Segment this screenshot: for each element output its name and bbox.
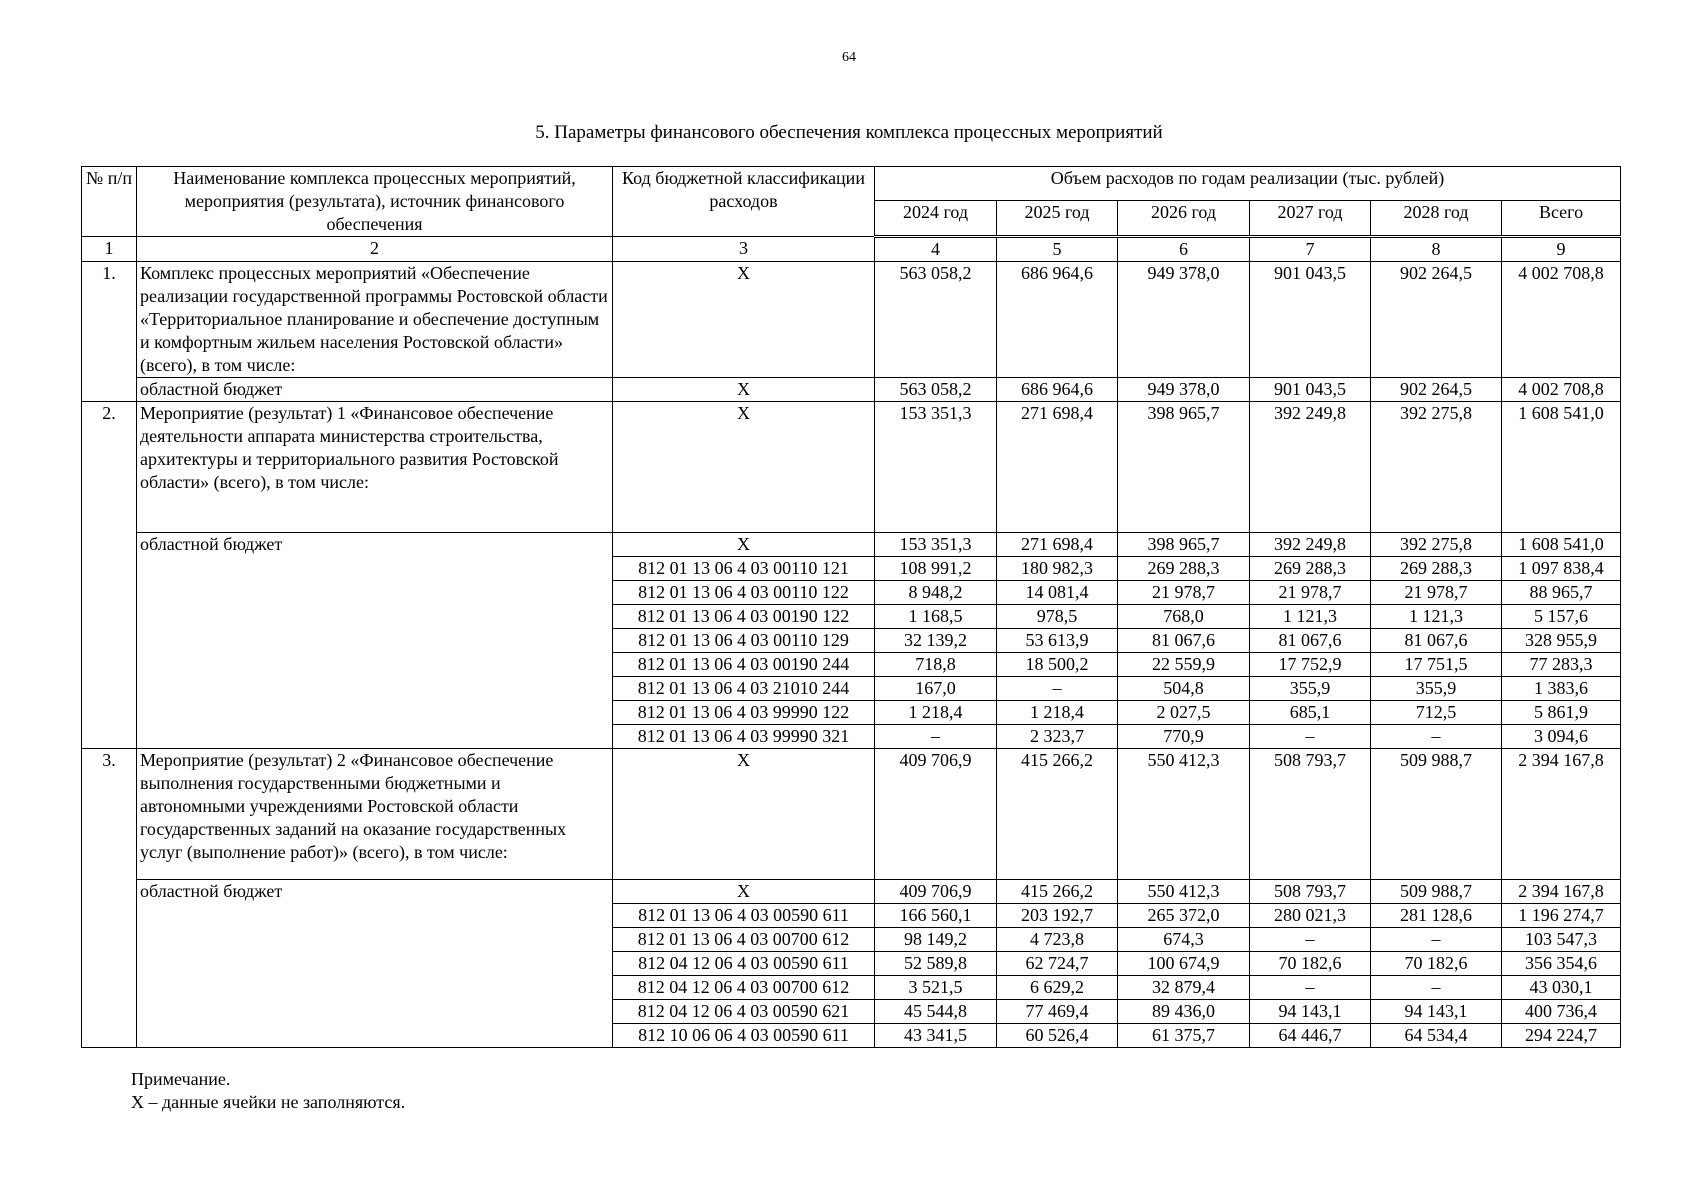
budget-code: 812 01 13 06 4 03 99990 321: [613, 725, 875, 749]
value-cell: 902 264,5: [1371, 262, 1502, 378]
value-cell: 17 751,5: [1371, 653, 1502, 677]
header-total: Всего: [1502, 201, 1621, 237]
note: [131, 1068, 405, 1114]
value-cell: 686 964,6: [997, 262, 1118, 378]
value-total: 77 283,3: [1502, 653, 1621, 677]
value-cell: 901 043,5: [1250, 378, 1371, 402]
value-cell: 18 500,2: [997, 653, 1118, 677]
value-cell: 768,0: [1118, 605, 1250, 629]
section-name: Мероприятие (результат) 1 «Финансовое обеспечение деятельности аппарата министерства строительства, архитектуры и территориального развития Ростовской области» (всего), в том числе:: [137, 402, 613, 533]
value-cell: 2 027,5: [1118, 701, 1250, 725]
value-cell: 392 249,8: [1250, 402, 1371, 533]
value-cell: –: [997, 677, 1118, 701]
value-cell: 153 351,3: [875, 533, 997, 557]
value-cell: 949 378,0: [1118, 262, 1250, 378]
section-row: [82, 262, 1621, 378]
budget-code: 812 01 13 06 4 03 00590 611: [613, 904, 875, 928]
budget-code: 812 10 06 06 4 03 00590 611: [613, 1024, 875, 1048]
value-cell: 508 793,7: [1250, 749, 1371, 880]
value-cell: 81 067,6: [1371, 629, 1502, 653]
value-cell: 32 879,4: [1118, 976, 1250, 1000]
section-name: Комплекс процессных мероприятий «Обеспечение реализации государственной программы Ростовской области «Территориальное планирование и обеспечение доступным и комфортным жильем населения Ростовской области» (всего), в том числе:: [137, 262, 613, 378]
value-cell: 550 412,3: [1118, 880, 1250, 904]
value-cell: 355,9: [1250, 677, 1371, 701]
value-cell: 686 964,6: [997, 378, 1118, 402]
value-cell: 415 266,2: [997, 880, 1118, 904]
value-cell: 17 752,9: [1250, 653, 1371, 677]
column-number-row: [82, 237, 1621, 262]
value-cell: –: [1371, 976, 1502, 1000]
value-total: 1 196 274,7: [1502, 904, 1621, 928]
value-cell: 64 534,4: [1371, 1024, 1502, 1048]
value-cell: –: [1371, 725, 1502, 749]
budget-code: X: [613, 533, 875, 557]
funding-source: областной бюджет: [137, 880, 613, 1048]
value-cell: 77 469,4: [997, 1000, 1118, 1024]
budget-code: 812 04 12 06 4 03 00700 612: [613, 976, 875, 1000]
value-cell: 22 559,9: [1118, 653, 1250, 677]
budget-code: X: [613, 402, 875, 533]
value-total: 103 547,3: [1502, 928, 1621, 952]
value-cell: 62 724,7: [997, 952, 1118, 976]
value-total: 3 094,6: [1502, 725, 1621, 749]
header-volume: Объем расходов по годам реализации (тыс. рублей): [875, 167, 1621, 201]
value-cell: 21 978,7: [1250, 581, 1371, 605]
value-cell: 6 629,2: [997, 976, 1118, 1000]
column-number: 2: [137, 237, 613, 262]
funding-source: областной бюджет: [137, 533, 613, 749]
value-total: 1 097 838,4: [1502, 557, 1621, 581]
value-cell: 712,5: [1371, 701, 1502, 725]
value-cell: 409 706,9: [875, 880, 997, 904]
value-total: 400 736,4: [1502, 1000, 1621, 1024]
budget-code: X: [613, 378, 875, 402]
value-cell: 504,8: [1118, 677, 1250, 701]
value-total: 1 383,6: [1502, 677, 1621, 701]
header-code: Код бюджетной классификации расходов: [613, 167, 875, 237]
value-cell: 674,3: [1118, 928, 1250, 952]
value-cell: 392 275,8: [1371, 402, 1502, 533]
value-cell: –: [1250, 928, 1371, 952]
budget-code: X: [613, 880, 875, 904]
value-total: 2 394 167,8: [1502, 880, 1621, 904]
page-number: 64: [842, 50, 856, 65]
column-number: 3: [613, 237, 875, 262]
column-number: 9: [1502, 237, 1621, 262]
value-total: 5 157,6: [1502, 605, 1621, 629]
section-row: [82, 749, 1621, 880]
value-total: 294 224,7: [1502, 1024, 1621, 1048]
value-cell: 166 560,1: [875, 904, 997, 928]
value-cell: 94 143,1: [1371, 1000, 1502, 1024]
value-cell: 1 121,3: [1371, 605, 1502, 629]
table-header: [82, 167, 1621, 237]
note-text: Х – данные ячейки не заполняются.: [131, 1092, 406, 1112]
funding-source: областной бюджет: [137, 378, 613, 402]
value-cell: 509 988,7: [1371, 749, 1502, 880]
value-cell: 563 058,2: [875, 262, 997, 378]
value-cell: 392 275,8: [1371, 533, 1502, 557]
value-cell: 108 991,2: [875, 557, 997, 581]
value-cell: 180 982,3: [997, 557, 1118, 581]
value-cell: 21 978,7: [1371, 581, 1502, 605]
value-total: 88 965,7: [1502, 581, 1621, 605]
header-year: 2027 год: [1250, 201, 1371, 237]
value-cell: 153 351,3: [875, 402, 997, 533]
value-total: 1 608 541,0: [1502, 533, 1621, 557]
value-cell: 32 139,2: [875, 629, 997, 653]
budget-code: 812 01 13 06 4 03 99990 122: [613, 701, 875, 725]
value-cell: 81 067,6: [1118, 629, 1250, 653]
budget-code: 812 01 13 06 4 03 00110 129: [613, 629, 875, 653]
value-cell: 8 948,2: [875, 581, 997, 605]
value-total: 356 354,6: [1502, 952, 1621, 976]
column-number: 1: [82, 237, 137, 262]
table-body: [82, 237, 1621, 1048]
budget-code: 812 01 13 06 4 03 00700 612: [613, 928, 875, 952]
value-total: 43 030,1: [1502, 976, 1621, 1000]
header-num: № п/п: [82, 167, 137, 237]
value-cell: 64 446,7: [1250, 1024, 1371, 1048]
value-cell: 280 021,3: [1250, 904, 1371, 928]
value-cell: 269 288,3: [1371, 557, 1502, 581]
value-total: 328 955,9: [1502, 629, 1621, 653]
value-total: 2 394 167,8: [1502, 749, 1621, 880]
budget-code: X: [613, 749, 875, 880]
value-cell: 265 372,0: [1118, 904, 1250, 928]
financial-table: [81, 166, 1621, 1048]
row-number: 1.: [82, 262, 137, 402]
value-cell: 100 674,9: [1118, 952, 1250, 976]
budget-code: 812 01 13 06 4 03 21010 244: [613, 677, 875, 701]
value-cell: 2 323,7: [997, 725, 1118, 749]
value-cell: 978,5: [997, 605, 1118, 629]
column-number: 6: [1118, 237, 1250, 262]
budget-code: 812 01 13 06 4 03 00190 244: [613, 653, 875, 677]
value-total: 1 608 541,0: [1502, 402, 1621, 533]
value-cell: 685,1: [1250, 701, 1371, 725]
budget-code: 812 01 13 06 4 03 00110 122: [613, 581, 875, 605]
value-cell: 43 341,5: [875, 1024, 997, 1048]
value-cell: 563 058,2: [875, 378, 997, 402]
value-cell: 269 288,3: [1250, 557, 1371, 581]
value-cell: 45 544,8: [875, 1000, 997, 1024]
budget-code: X: [613, 262, 875, 378]
value-cell: 271 698,4: [997, 533, 1118, 557]
value-cell: 3 521,5: [875, 976, 997, 1000]
value-cell: 52 589,8: [875, 952, 997, 976]
value-cell: 281 128,6: [1371, 904, 1502, 928]
value-total: 5 861,9: [1502, 701, 1621, 725]
header-year: 2028 год: [1371, 201, 1502, 237]
value-cell: 70 182,6: [1250, 952, 1371, 976]
value-cell: 21 978,7: [1118, 581, 1250, 605]
value-cell: 398 965,7: [1118, 402, 1250, 533]
value-cell: 53 613,9: [997, 629, 1118, 653]
header-year: 2026 год: [1118, 201, 1250, 237]
value-cell: 98 149,2: [875, 928, 997, 952]
value-cell: 415 266,2: [997, 749, 1118, 880]
value-cell: 355,9: [1371, 677, 1502, 701]
value-cell: 94 143,1: [1250, 1000, 1371, 1024]
column-number: 7: [1250, 237, 1371, 262]
value-cell: 4 723,8: [997, 928, 1118, 952]
value-cell: 61 375,7: [1118, 1024, 1250, 1048]
value-cell: 392 249,8: [1250, 533, 1371, 557]
value-cell: 1 218,4: [875, 701, 997, 725]
value-cell: 508 793,7: [1250, 880, 1371, 904]
value-cell: 167,0: [875, 677, 997, 701]
value-cell: 269 288,3: [1118, 557, 1250, 581]
value-cell: 60 526,4: [997, 1024, 1118, 1048]
value-cell: 901 043,5: [1250, 262, 1371, 378]
budget-code: 812 01 13 06 4 03 00190 122: [613, 605, 875, 629]
value-cell: 14 081,4: [997, 581, 1118, 605]
value-total: 4 002 708,8: [1502, 262, 1621, 378]
row-number: 2.: [82, 402, 137, 749]
document-title: 5. Параметры финансового обеспечения комплекса процессных мероприятий: [535, 122, 1163, 143]
value-cell: 81 067,6: [1250, 629, 1371, 653]
header-year: 2025 год: [997, 201, 1118, 237]
value-cell: 902 264,5: [1371, 378, 1502, 402]
note-title: Примечание.: [131, 1069, 231, 1089]
value-cell: 409 706,9: [875, 749, 997, 880]
column-number: 8: [1371, 237, 1502, 262]
table-row: [82, 880, 1621, 904]
value-cell: 89 436,0: [1118, 1000, 1250, 1024]
value-cell: 203 192,7: [997, 904, 1118, 928]
value-cell: –: [875, 725, 997, 749]
section-row: [82, 402, 1621, 533]
value-cell: 718,8: [875, 653, 997, 677]
value-cell: 1 218,4: [997, 701, 1118, 725]
budget-code: 812 04 12 06 4 03 00590 611: [613, 952, 875, 976]
row-number: 3.: [82, 749, 137, 1048]
value-cell: –: [1250, 976, 1371, 1000]
value-total: 4 002 708,8: [1502, 378, 1621, 402]
column-number: 5: [997, 237, 1118, 262]
column-number: 4: [875, 237, 997, 262]
section-name: Мероприятие (результат) 2 «Финансовое обеспечение выполнения государственными бюджетными и автономными учреждениями Ростовской области государственных заданий на оказание государственных услуг (выполнение работ)» (всего), в том числе:: [137, 749, 613, 880]
value-cell: 509 988,7: [1371, 880, 1502, 904]
value-cell: 550 412,3: [1118, 749, 1250, 880]
value-cell: 271 698,4: [997, 402, 1118, 533]
value-cell: 1 168,5: [875, 605, 997, 629]
table-row: [82, 378, 1621, 402]
budget-code: 812 04 12 06 4 03 00590 621: [613, 1000, 875, 1024]
value-cell: 398 965,7: [1118, 533, 1250, 557]
value-cell: 1 121,3: [1250, 605, 1371, 629]
value-cell: –: [1371, 928, 1502, 952]
value-cell: 949 378,0: [1118, 378, 1250, 402]
value-cell: –: [1250, 725, 1371, 749]
header-year: 2024 год: [875, 201, 997, 237]
header-name: Наименование комплекса процессных мероприятий, мероприятия (результата), источник финансового обеспечения: [137, 167, 613, 237]
value-cell: 70 182,6: [1371, 952, 1502, 976]
budget-code: 812 01 13 06 4 03 00110 121: [613, 557, 875, 581]
table-row: [82, 533, 1621, 557]
value-cell: 770,9: [1118, 725, 1250, 749]
